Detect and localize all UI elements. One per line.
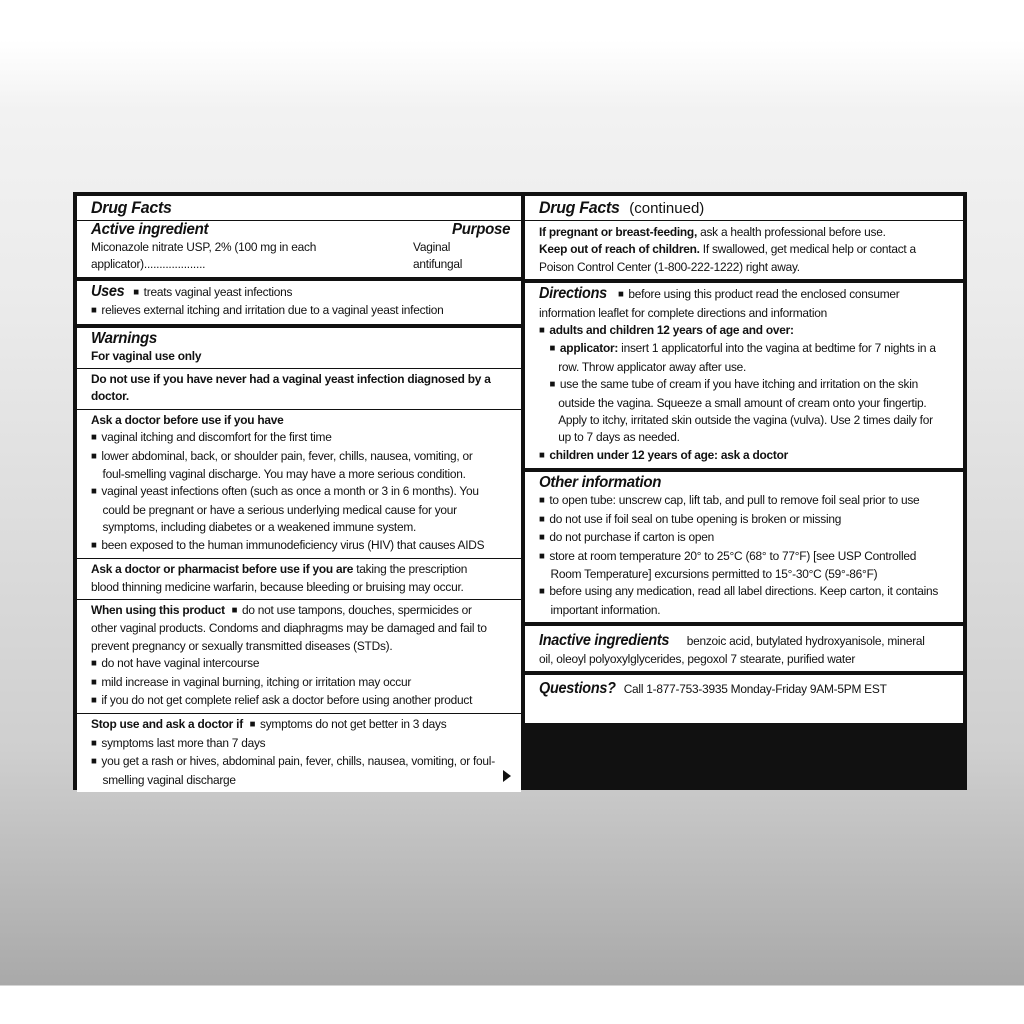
when-using-item: ■ mild increase in vaginal burning, itching or irritation may occur bbox=[91, 674, 497, 692]
pregnant-text: ask a health professional before use. bbox=[700, 225, 886, 239]
when-using-item: ■ do not have vaginal intercourse bbox=[91, 655, 497, 673]
drug-facts-right-panel bbox=[525, 196, 963, 723]
directions-intro: before using this product read the enclosed consumer information leaflet for complete directions and information bbox=[539, 287, 900, 320]
pharmacist-heading: Ask a doctor or pharmacist before use if you are bbox=[91, 562, 354, 577]
other-info-item: ■ before using any medication, read all label directions. Keep carton, it contains important information. bbox=[539, 583, 939, 619]
stop-use-item: ■ symptoms last more than 7 days bbox=[91, 735, 497, 753]
questions-text: Call 1-877-753-3935 Monday-Friday 9AM-5PM EST bbox=[623, 681, 887, 696]
other-info-item: ■ to open tube: unscrew cap, lift tab, and pull to remove foil seal prior to use bbox=[539, 492, 939, 510]
other-info-item: ■ do not use if foil seal on tube opening is broken or missing bbox=[539, 511, 939, 529]
stop-use-text: symptoms do not get better in 3 days bbox=[260, 717, 447, 732]
inactive-ingredients-section bbox=[525, 626, 963, 671]
uses-section bbox=[77, 281, 521, 324]
drug-facts-title: Drug Facts bbox=[91, 198, 172, 217]
warnings-section bbox=[77, 328, 521, 792]
active-ingredient-heading: Active ingredient bbox=[91, 221, 209, 238]
other-information-heading: Other information bbox=[539, 474, 662, 492]
purpose-heading: Purpose bbox=[452, 221, 511, 238]
keep-out-heading: Keep out of reach of children. bbox=[539, 242, 700, 257]
applicator-heading: applicator: bbox=[559, 341, 619, 356]
inactive-ingredients-heading: Inactive ingredients bbox=[539, 632, 670, 650]
directions-section bbox=[525, 283, 963, 468]
continued-arrow-icon bbox=[503, 770, 511, 782]
ask-doctor-item: ■ vaginal yeast infections often (such as once a month or 3 in 6 months). You could be pregnant or have a serious underlying medical cause for your symptoms, including diabetes or a weakened immune system. bbox=[91, 483, 497, 536]
pregnancy-section bbox=[525, 196, 963, 279]
purpose-text: Vaginal antifungal bbox=[413, 240, 463, 272]
questions-heading: Questions? bbox=[539, 679, 616, 697]
continued-label: (continued) bbox=[629, 200, 705, 217]
active-ingredient-section bbox=[77, 196, 521, 277]
warnings-heading: Warnings bbox=[91, 329, 157, 347]
other-info-item: ■ do not purchase if carton is open bbox=[539, 529, 939, 547]
ask-doctor-item: ■ vaginal itching and discomfort for the first time bbox=[91, 429, 497, 447]
ask-doctor-item: ■ been exposed to the human immunodeficiency virus (HIV) that causes AIDS bbox=[91, 537, 497, 555]
uses-item: treats vaginal yeast infections bbox=[143, 284, 293, 299]
active-ingredient-text: Miconazole nitrate USP, 2% (100 mg in each applicator).................... bbox=[91, 240, 317, 272]
cream-text: ■ use the same tube of cream if you have itching and irritation on the skin outside the vagina. Squeeze a small amount of cream onto your fingertip. Apply to itchy, irritated skin outside the vagina (vulva). Use 2 times daily for up to 7 days as needed. bbox=[539, 376, 939, 447]
inactive-ingredients-text: benzoic acid, butylated hydroxyanisole, mineral oil, oleoyl polyoxylglycerides, pegoxol 7 stearate, purified water bbox=[539, 634, 925, 666]
directions-heading: Directions bbox=[539, 285, 607, 303]
drug-facts-left-panel bbox=[77, 196, 521, 786]
other-info-item: ■ store at room temperature 20° to 25°C (68° to 77°F) [see USP Controlled Room Temperature] excursions permitted to 15°-30°C (59°-86°F) bbox=[539, 548, 939, 584]
children-text: children under 12 years of age: ask a doctor bbox=[549, 447, 789, 462]
ask-doctor-item: ■ lower abdominal, back, or shoulder pain, fever, chills, nausea, vomiting, or foul-smelling vaginal discharge. You may have a more serious condition. bbox=[91, 448, 497, 484]
drug-facts-label bbox=[73, 192, 967, 790]
ask-doctor-heading: Ask a doctor before use if you have bbox=[91, 412, 284, 427]
questions-section bbox=[525, 675, 963, 723]
pharmacist-text: taking the prescription blood thinning medicine warfarin, because bleeding or bruising may occur. bbox=[91, 562, 468, 594]
vaginal-use-only: For vaginal use only bbox=[91, 348, 202, 363]
other-information-section bbox=[525, 472, 963, 622]
stop-use-heading: Stop use and ask a doctor if bbox=[91, 717, 243, 732]
when-using-item: ■ if you do not get complete relief ask a doctor before using another product bbox=[91, 692, 497, 710]
adults-heading: adults and children 12 years of age and over: bbox=[549, 323, 794, 338]
uses-item: ■ relieves external itching and irritation due to a vaginal yeast infection bbox=[91, 302, 497, 320]
stop-use-item: ■ you get a rash or hives, abdominal pain, fever, chills, nausea, vomiting, or foul-smelling vaginal discharge bbox=[91, 753, 497, 789]
do-not-use-warning: Do not use if you have never had a vaginal yeast infection diagnosed by a doctor. bbox=[91, 372, 491, 404]
when-using-heading: When using this product bbox=[91, 602, 225, 617]
when-using-text: do not use tampons, douches, spermicides or other vaginal products. Condoms and diaphragms may be damaged and fail to prevent pregnancy or sexually transmitted diseases (STDs). bbox=[91, 602, 487, 653]
uses-heading: Uses bbox=[91, 282, 125, 300]
pregnant-heading: If pregnant or breast-feeding, bbox=[539, 225, 698, 239]
drug-facts-continued-title: Drug Facts bbox=[539, 198, 620, 217]
applicator-text: insert 1 applicatorful into the vagina at bedtime for 7 nights in a row. Throw applicator away after use. bbox=[558, 341, 936, 374]
keep-out-text: If swallowed, get medical help or contact a Poison Control Center (1-800-222-1222) right away. bbox=[539, 242, 916, 274]
